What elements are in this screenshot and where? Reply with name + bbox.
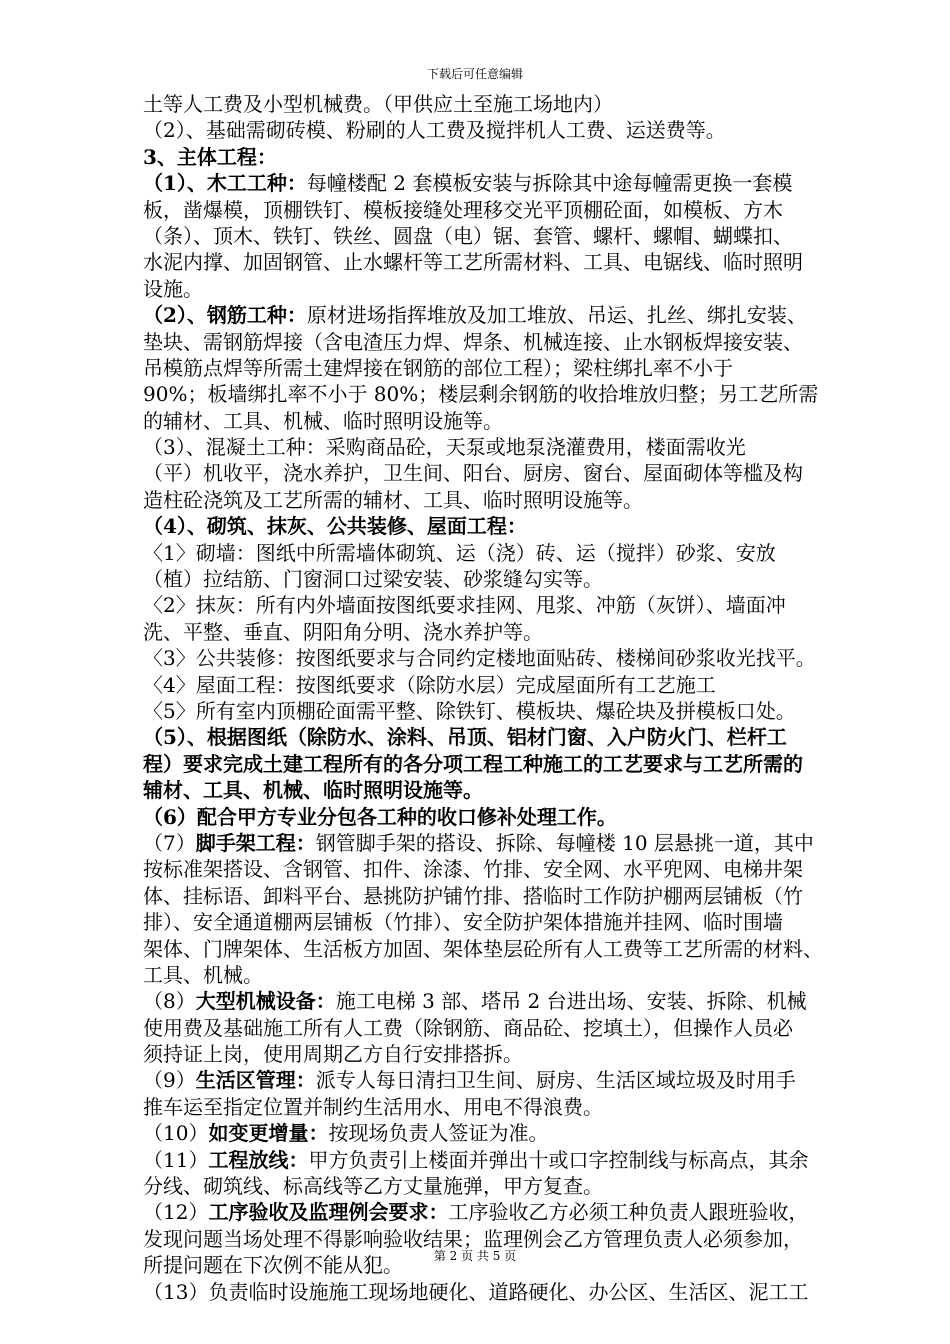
page-footer: 第 2 页 共 5 页	[433, 1249, 517, 1263]
text-segment: （3）、混凝土工种：采购商品砼，天泵或地泵浇灌费用，楼面需收光	[143, 435, 746, 460]
text-segment: 土等人工费及小型机械费。（甲供应土至施工场地内）	[143, 92, 613, 116]
text-segment: （8）	[143, 989, 196, 1014]
bold-text-segment: （5）、根据图纸（除防水、涂料、吊顶、铝材门窗、入户防火门、栏杆工	[143, 725, 787, 750]
text-line	[143, 513, 888, 539]
text-segment: 工序验收乙方必须工种负责人跟班验收，	[448, 1200, 809, 1225]
text-line	[143, 197, 888, 223]
text-line	[143, 830, 888, 856]
text-segment: 发现问题当场处理不得影响验收结果；监理例会乙方管理负责人必须参加，	[143, 1226, 803, 1251]
bold-text-segment: 工序验收及监理例会要求：	[208, 1200, 449, 1225]
text-segment: 按标准架搭设、含钢管、扣件、涂漆、竹排、安全网、水平兜网、电梯井架	[143, 857, 803, 882]
text-segment: 体、挂标语、卸料平台、悬挑防护铺竹排、搭临时工作防护棚两层铺板（竹	[143, 883, 803, 908]
text-segment: （9）	[143, 1068, 196, 1093]
text-line	[143, 909, 888, 935]
bold-text-segment: 生活区管理：	[195, 1068, 316, 1093]
text-line	[143, 1041, 888, 1067]
text-segment: （10）	[143, 1121, 209, 1146]
text-segment: 90%；板墙绑扎率不小于 80%；楼层剩余钢筋的收拾堆放归整；另工艺所需	[143, 382, 819, 407]
text-segment: 分线、砌筑线、标高线等乙方丈量施弹，甲方复查。	[143, 1174, 603, 1199]
text-line	[143, 302, 888, 328]
text-line	[143, 91, 888, 117]
text-segment: （7）	[143, 830, 196, 855]
text-line	[143, 355, 888, 381]
text-line	[143, 329, 888, 355]
text-line	[143, 566, 888, 592]
page-header: 下载后可任意编辑	[426, 67, 523, 81]
text-line	[143, 487, 888, 513]
text-segment: 〈5〉所有室内顶棚砼面需平整、除铁钉、模板块、爆砼块及拼模板口处。	[143, 698, 796, 723]
text-segment: 吊模筋点焊等所需土建焊接在钢筋的部位工程）；梁柱绑扎率不小于	[143, 355, 733, 380]
text-line	[143, 1015, 888, 1041]
bold-text-segment: （6）配合甲方专业分包各工种的收口修补处理工作。	[143, 804, 617, 829]
text-line	[143, 856, 888, 882]
text-line	[143, 962, 888, 988]
text-line	[143, 1173, 888, 1199]
text-line	[143, 1120, 888, 1146]
text-segment: 每幢楼配 2 套模板安装与拆除其中途每幢需更换一套模	[306, 171, 793, 196]
text-segment: 〈3〉公共装修：按图纸要求与合同约定楼地面贴砖、楼梯间砂浆收光找平。	[143, 646, 816, 671]
text-segment: 〈4〉屋面工程：按图纸要求（除防水层）完成屋面所有工艺施工	[143, 672, 716, 697]
text-segment: 水泥内撑、加固钢管、止水螺杆等工艺所需材料、工具、电锯线、临时照明	[143, 250, 803, 275]
text-line	[143, 724, 888, 750]
text-segment: 〈2〉抹灰：所有内外墙面按图纸要求挂网、甩浆、冲筋（灰饼）、墙面冲	[143, 593, 786, 618]
bold-text-segment: （4）、砌筑、抹灰、公共装修、屋面工程：	[143, 514, 527, 539]
text-segment: 推车运至指定位置并制约生活用水、用电不得浪费。	[143, 1094, 603, 1119]
text-segment: 按现场负责人签证为准。	[328, 1121, 549, 1146]
text-line	[143, 698, 888, 724]
text-segment: 钢管脚手架的搭设、拆除、每幢楼 10 层悬挑一道，其中	[315, 830, 814, 855]
text-line	[143, 619, 888, 645]
text-line	[143, 1067, 888, 1093]
text-line	[143, 936, 888, 962]
text-line	[143, 249, 888, 275]
text-line	[143, 460, 888, 486]
text-segment: （2）、基础需砌砖模、粉刷的人工费及搅拌机人工费、运送费等。	[143, 118, 726, 143]
bold-text-segment: 辅材、工具、机械、临时照明设施等。	[143, 778, 483, 803]
document-body	[143, 91, 888, 1305]
text-segment: （11）	[143, 1147, 209, 1172]
text-segment: 〈1〉砌墙：图纸中所需墙体砌筑、运（浇）砖、运（搅拌）砂浆、安放	[143, 540, 776, 565]
text-segment: 架体、门牌架体、生活板方加固、架体垫层砼所有人工费等工艺所需的材料、	[143, 936, 823, 961]
text-line	[143, 170, 888, 196]
text-segment: 设施。	[143, 276, 203, 301]
text-line	[143, 1279, 888, 1305]
text-segment: 原材进场指挥堆放及加工堆放、吊运、扎丝、绑扎安装、	[306, 303, 807, 328]
text-segment: 须持证上岗，使用周期乙方自行安排搭拆。	[143, 1042, 523, 1067]
text-segment: 的辅材、工具、机械、临时照明设施等。	[143, 408, 503, 433]
text-segment: （12）	[143, 1200, 209, 1225]
text-line	[143, 1094, 888, 1120]
text-segment: 造柱砼浇筑及工艺所需的辅材、工具、临时照明设施等。	[143, 487, 643, 512]
text-line	[143, 540, 888, 566]
bold-text-segment: （1）、木工工种：	[143, 171, 307, 196]
text-segment: 施工电梯 3 部、塔吊 2 台进出场、安装、拆除、机械	[335, 989, 807, 1014]
text-line	[143, 144, 888, 170]
text-line	[143, 988, 888, 1014]
bold-text-segment: （2）、钢筋工种：	[143, 303, 307, 328]
text-line	[143, 223, 888, 249]
text-line	[143, 672, 888, 698]
text-line	[143, 1199, 888, 1225]
text-segment: （13）负责临时设施施工现场地硬化、道路硬化、办公区、生活区、泥工工	[143, 1279, 809, 1304]
text-line	[143, 117, 888, 143]
text-segment: 甲方负责引上楼面并弹出十或口字控制线与标高点，其余	[308, 1147, 809, 1172]
bold-text-segment: 如变更增量：	[208, 1121, 329, 1146]
text-line	[143, 777, 888, 803]
text-line	[143, 434, 888, 460]
bold-text-segment: 3、主体工程：	[143, 144, 277, 169]
text-line	[143, 645, 888, 671]
text-line	[143, 883, 888, 909]
text-segment: 排）、安全通道棚两层铺板（竹排）、安全防护架体措施并挂网、临时围墙	[143, 910, 783, 935]
text-segment: 板，凿爆模，顶棚铁钉、模板接缝处理移交光平顶棚砼面，如模板、方木	[143, 197, 783, 222]
text-segment: 洗、平整、垂直、阴阳角分明、浇水养护等。	[143, 619, 543, 644]
text-line	[143, 1147, 888, 1173]
text-line	[143, 381, 888, 407]
text-line	[143, 408, 888, 434]
bold-text-segment: 工程放线：	[208, 1147, 309, 1172]
text-segment: 所提问题在下次例不能从犯。	[143, 1253, 403, 1278]
text-line	[143, 751, 888, 777]
bold-text-segment: 大型机械设备：	[195, 989, 336, 1014]
text-segment: （条）、顶木、铁钉、铁丝、圆盘（电）锯、套管、螺杆、螺帽、蝴蝶扣、	[143, 223, 793, 248]
text-segment: 垫块、需钢筋焊接（含电渣压力焊、焊条、机械连接、止水钢板焊接安装、	[143, 329, 803, 354]
text-line	[143, 276, 888, 302]
text-line	[143, 804, 888, 830]
bold-text-segment: 脚手架工程：	[195, 830, 316, 855]
text-line	[143, 592, 888, 618]
text-segment: （平）机收平，浇水养护，卫生间、阳台、厨房、窗台、屋面砌体等槛及构	[143, 461, 803, 486]
text-segment: 派专人每日清扫卫生间、厨房、生活区域垃圾及时用手	[315, 1068, 796, 1093]
text-segment: 使用费及基础施工所有人工费（除钢筋、商品砼、挖填土），但操作人员必	[143, 1015, 793, 1040]
text-segment: （植）拉结筋、门窗洞口过梁安装、砂浆缝勾实等。	[143, 567, 603, 592]
text-segment: 工具、机械。	[143, 962, 263, 987]
bold-text-segment: 程）要求完成土建工程所有的各分项工程工种施工的工艺要求与工艺所需的	[143, 751, 803, 776]
